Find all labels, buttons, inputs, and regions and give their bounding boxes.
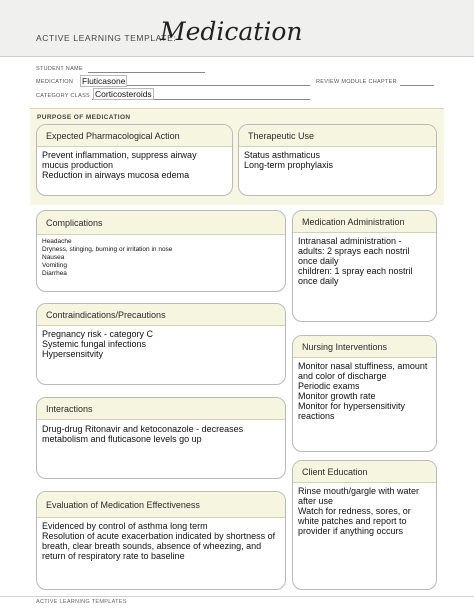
expected-action-line: mucus production: [42, 160, 114, 170]
template-label: ACTIVE LEARNING TEMPLATE:: [36, 33, 177, 43]
nursing-interventions-line: reactions: [298, 411, 335, 421]
evaluation-line: return of respiratory rate to baseline: [42, 551, 185, 561]
administration-line: children: 1 spray each nostril: [298, 266, 413, 276]
interactions-box: [36, 397, 286, 479]
complications-line: Diarrhea: [42, 270, 67, 277]
expected-action-title: Expected Pharmacological Action: [37, 125, 232, 147]
medication-label: MEDICATION: [36, 79, 74, 85]
page-title: Medication: [160, 17, 303, 46]
nursing-interventions-title: Nursing Interventions: [293, 336, 436, 358]
client-education-box: [292, 460, 437, 590]
interactions-line: metabolism and fluticasone levels go up: [42, 434, 202, 444]
therapeutic-use-line: Status asthmaticus: [244, 150, 321, 160]
nursing-interventions-box: [292, 335, 437, 452]
complications-box: [36, 210, 286, 292]
evaluation-line: breath, clear breath sounds, absence of wheezing, and: [42, 541, 262, 551]
category-class-label: CATEGORY CLASS: [36, 93, 91, 99]
complications-line: Vomiting: [42, 262, 67, 269]
client-education-title: Client Education: [293, 461, 436, 483]
contraindications-line: Hypersensitvity: [42, 349, 104, 359]
client-education-line: Rinse mouth/gargle with water: [298, 486, 420, 496]
expected-action-line: Prevent inflammation, suppress airway: [42, 150, 197, 160]
nursing-interventions-line: Monitor growth rate: [298, 391, 376, 401]
client-education-line: white patches and report to: [298, 516, 407, 526]
administration-line: Intranasal administration -: [298, 236, 402, 246]
interactions-title: Interactions: [37, 398, 285, 420]
complications-line: Headache: [42, 238, 72, 245]
student-name-field[interactable]: [88, 72, 205, 73]
expected-action-box: [36, 124, 233, 196]
contraindications-box: [36, 303, 286, 385]
nursing-interventions-line: and color of discharge: [298, 371, 387, 381]
client-education-line: Watch for redness, sores, or: [298, 506, 411, 516]
interactions-line: Drug-drug Ritonavir and ketoconazole - decreases: [42, 424, 244, 434]
medication-administration-box: [292, 210, 437, 322]
client-education-line: after use: [298, 496, 334, 506]
evaluation-title: Evaluation of Medication Effectiveness: [37, 492, 285, 518]
therapeutic-use-title: Therapeutic Use: [239, 125, 436, 147]
category-class-field[interactable]: Corticosteroids: [95, 89, 152, 99]
nursing-interventions-line: Periodic exams: [298, 381, 360, 391]
contraindications-line: Systemic fungal infections: [42, 339, 147, 349]
footer-text: ACTIVE LEARNING TEMPLATES: [36, 599, 127, 605]
evaluation-line: Resolution of acute exacerbation indicated by shortness of: [42, 531, 276, 541]
review-module-label: REVIEW MODULE CHAPTER: [316, 79, 397, 85]
evaluation-line: Evidenced by control of asthma long term: [42, 521, 208, 531]
medication-administration-title: Medication Administration: [293, 211, 436, 233]
nursing-interventions-line: Monitor nasal stuffiness, amount: [298, 361, 428, 371]
client-education-line: provider if anything occurs: [298, 526, 404, 536]
header-divider: [0, 56, 474, 57]
medication-field[interactable]: Fluticasone: [82, 76, 126, 86]
footer-divider: [0, 596, 474, 597]
contraindications-title: Contraindications/Precautions: [37, 304, 285, 326]
complications-line: Nausea: [42, 254, 65, 261]
student-name-label: STUDENT NAME: [36, 66, 83, 72]
administration-line: once daily: [298, 276, 339, 286]
review-module-field[interactable]: [400, 85, 434, 86]
contraindications-line: Pregnancy risk - category C: [42, 329, 154, 339]
administration-line: once daily: [298, 256, 339, 266]
therapeutic-use-line: Long-term prophylaxis: [244, 160, 334, 170]
evaluation-box: [36, 491, 286, 590]
nursing-interventions-line: Monitor for hypersensitivity: [298, 401, 406, 411]
purpose-section-label: PURPOSE OF MEDICATION: [37, 114, 131, 121]
complications-title: Complications: [37, 211, 285, 235]
expected-action-line: Reduction in airways mucosa edema: [42, 170, 190, 180]
administration-line: adults: 2 sprays each nostril: [298, 246, 410, 256]
therapeutic-use-box: [238, 124, 437, 196]
complications-line: Dryness, stinging, burning or irritation in nose: [42, 246, 173, 253]
